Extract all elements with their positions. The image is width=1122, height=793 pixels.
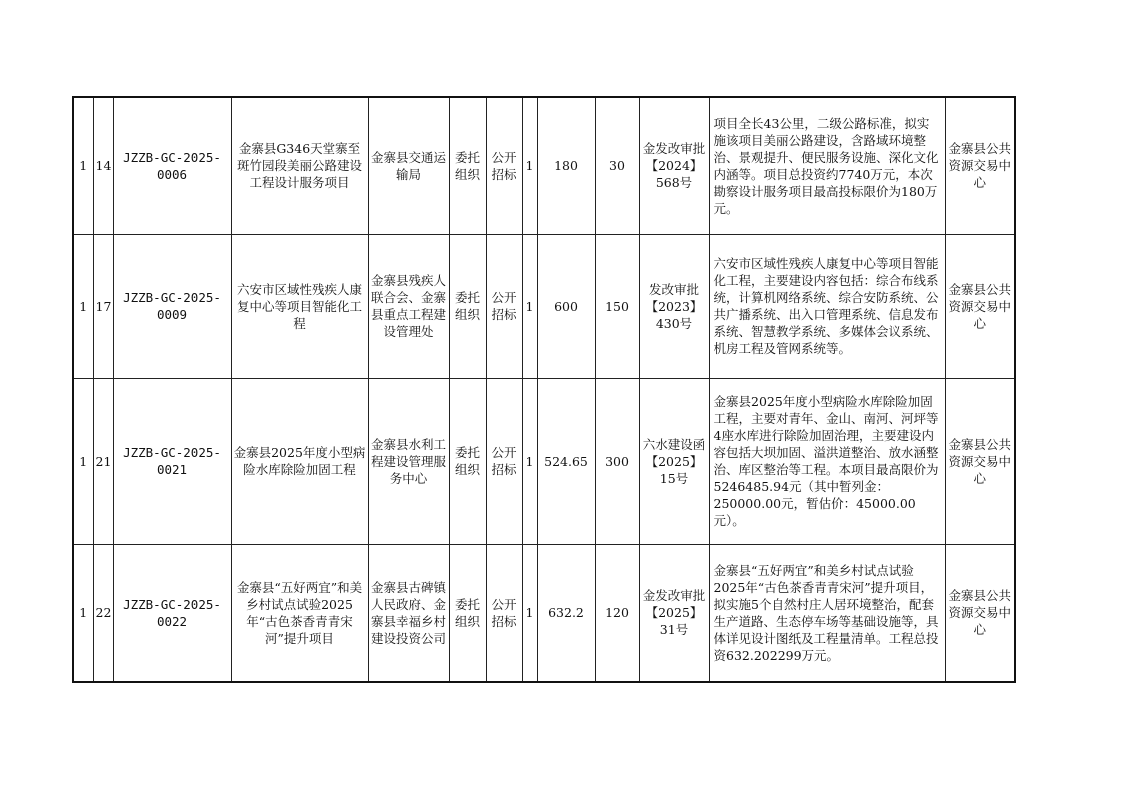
- organization-cell: 委托组织: [449, 234, 486, 378]
- trading-center-cell: 金寨县公共资源交易中心: [945, 378, 1015, 544]
- method-cell: 公开招标: [486, 97, 522, 234]
- sequence-cell: 17: [93, 234, 113, 378]
- row-index-cell: 1: [73, 234, 93, 378]
- project-code-cell: JZZB-GC-2025-0006: [113, 97, 231, 234]
- project-code-cell: JZZB-GC-2025-0009: [113, 234, 231, 378]
- owner-cell: 金寨县残疾人联合会、金寨县重点工程建设管理处: [368, 234, 449, 378]
- count-cell: 1: [522, 97, 537, 234]
- method-cell: 公开招标: [486, 234, 522, 378]
- project-name-cell: 金寨县“五好两宜”和美乡村试点试验2025年“古色茶香青青宋河”提升项目: [231, 544, 368, 682]
- count-cell: 1: [522, 378, 537, 544]
- organization-cell: 委托组织: [449, 97, 486, 234]
- project-code-cell: JZZB-GC-2025-0021: [113, 378, 231, 544]
- trading-center-cell: 金寨县公共资源交易中心: [945, 544, 1015, 682]
- table-row: [73, 378, 1015, 544]
- project-table: [72, 96, 1016, 683]
- table-row: [73, 544, 1015, 682]
- approval-cell: 发改审批【2023】430号: [639, 234, 709, 378]
- table-row: [73, 97, 1015, 234]
- row-index-cell: 1: [73, 97, 93, 234]
- approval-cell: 金发改审批【2025】31号: [639, 544, 709, 682]
- amount-cell: 524.65: [537, 378, 595, 544]
- sequence-cell: 22: [93, 544, 113, 682]
- description-cell: 金寨县“五好两宜”和美乡村试点试验2025年“古色茶香青青宋河”提升项目，拟实施5个自然村庄人居环境整治，配套生产道路、生态停车场等基础设施等，具体详见设计图纸及工程量清单。工程总投资632.202299万元。: [709, 544, 945, 682]
- project-name-cell: 金寨县G346天堂寨至斑竹园段美丽公路建设工程设计服务项目: [231, 97, 368, 234]
- count-cell: 1: [522, 234, 537, 378]
- trading-center-cell: 金寨县公共资源交易中心: [945, 234, 1015, 378]
- project-name-cell: 六安市区域性残疾人康复中心等项目智能化工程: [231, 234, 368, 378]
- description-cell: 金寨县2025年度小型病险水库除险加固工程，主要对青年、金山、南河、河坪等4座水库进行除险加固治理，主要建设内容包括大坝加固、溢洪道整治、放水涵整治、库区整治等工程。本项目最高限价为5246485.94元（其中暂列金：250000.00元，暂估价：45000.00元）。: [709, 378, 945, 544]
- table-row: [73, 234, 1015, 378]
- row-index-cell: 1: [73, 544, 93, 682]
- amount-cell: 600: [537, 234, 595, 378]
- sequence-cell: 14: [93, 97, 113, 234]
- duration-cell: 300: [595, 378, 639, 544]
- trading-center-cell: 金寨县公共资源交易中心: [945, 97, 1015, 234]
- description-cell: 六安市区域性残疾人康复中心等项目智能化工程，主要建设内容包括：综合布线系统，计算机网络系统、综合安防系统、公共广播系统、出入口管理系统、信息发布系统、智慧教学系统、多媒体会议系统、机房工程及管网系统等。: [709, 234, 945, 378]
- organization-cell: 委托组织: [449, 378, 486, 544]
- owner-cell: 金寨县交通运输局: [368, 97, 449, 234]
- approval-cell: 金发改审批【2024】568号: [639, 97, 709, 234]
- method-cell: 公开招标: [486, 378, 522, 544]
- owner-cell: 金寨县古碑镇人民政府、金寨县幸福乡村建设投资公司: [368, 544, 449, 682]
- sequence-cell: 21: [93, 378, 113, 544]
- project-code-cell: JZZB-GC-2025-0022: [113, 544, 231, 682]
- project-name-cell: 金寨县2025年度小型病险水库除险加固工程: [231, 378, 368, 544]
- approval-cell: 六水建设函【2025】15号: [639, 378, 709, 544]
- description-cell: 项目全长43公里，二级公路标准，拟实施该项目美丽公路建设，含路域环境整治、景观提升、便民服务设施、深化文化内涵等。项目总投资约7740万元，本次勘察设计服务项目最高投标限价为180万元。: [709, 97, 945, 234]
- method-cell: 公开招标: [486, 544, 522, 682]
- duration-cell: 150: [595, 234, 639, 378]
- amount-cell: 632.2: [537, 544, 595, 682]
- duration-cell: 30: [595, 97, 639, 234]
- duration-cell: 120: [595, 544, 639, 682]
- count-cell: 1: [522, 544, 537, 682]
- owner-cell: 金寨县水利工程建设管理服务中心: [368, 378, 449, 544]
- amount-cell: 180: [537, 97, 595, 234]
- row-index-cell: 1: [73, 378, 93, 544]
- organization-cell: 委托组织: [449, 544, 486, 682]
